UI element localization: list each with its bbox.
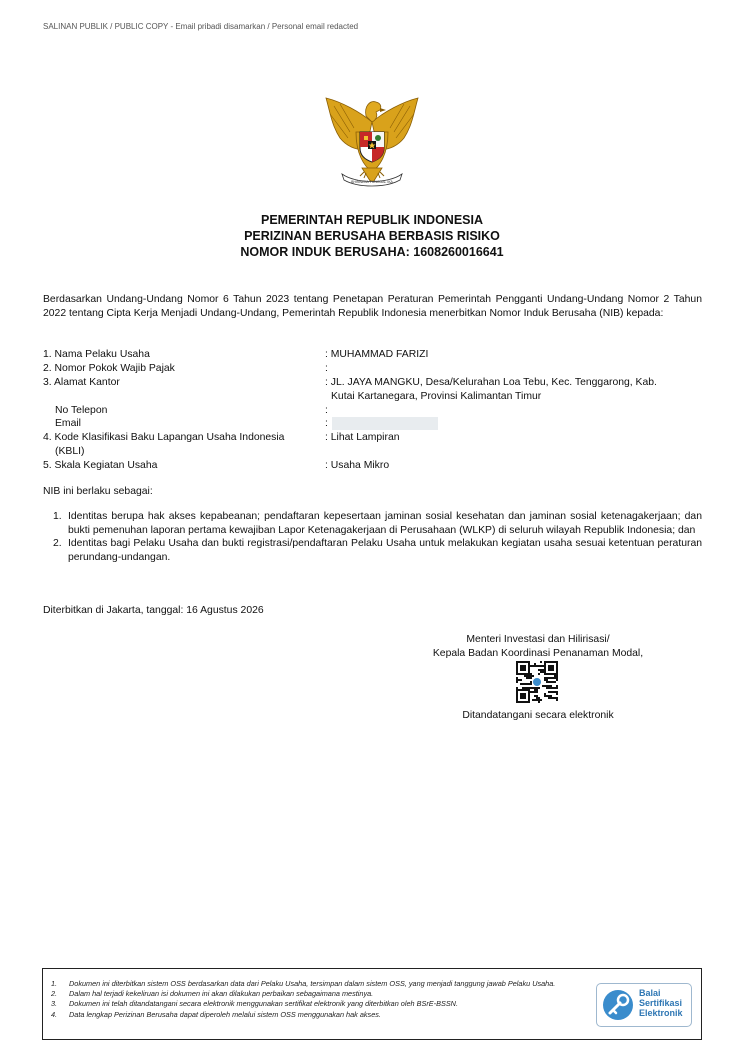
license-title: PERIZINAN BERUSAHA BERBASIS RISIKO — [244, 229, 500, 243]
note-number: 3. — [51, 999, 58, 1009]
note-text: Dalam hal terjadi kekeliruan isi dokumen ini akan dilakukan perbaikan sebagaimana mestinya. — [69, 989, 374, 999]
list-item-text: Identitas bagi Pelaku Usaha dan bukti registrasi/pendaftaran Pelaku Usaha untuk melakukan kegiatan usaha sesuai ketentuan peraturan perundang-undangan. — [68, 538, 702, 563]
bsre-logo-icon — [602, 989, 634, 1021]
list-item — [51, 999, 591, 1009]
list-item — [43, 537, 702, 564]
kbli-value: : Lihat Lampiran — [325, 432, 400, 443]
nama-value: : MUHAMMAD FARIZI — [325, 349, 429, 360]
telepon-label: No Telepon — [55, 405, 108, 416]
bsre-logo — [596, 983, 692, 1027]
signatory-title-line2: Kepala Badan Koordinasi Penanaman Modal, — [432, 648, 644, 659]
note-number: 1. — [51, 979, 58, 988]
list-item-number: 2. — [53, 538, 62, 549]
bsre-line3: Elektronik — [639, 1008, 683, 1018]
emblem-ribbon-text: BHINNEKA TUNGGAL IKA — [351, 180, 393, 184]
list-item — [51, 989, 591, 999]
note-text: Dokumen ini diterbitkan sistem OSS berdasarkan data dari Pelaku Usaha, tersimpan dalam sistem OSS, yang menjadi tanggung jawab Pelaku Usaha. — [69, 979, 556, 988]
issued-date: Diterbitkan di Jakarta, tanggal: 16 Agustus 2026 — [43, 605, 264, 616]
nib-number-title: NOMOR INDUK BERUSAHA: 1608260016641 — [240, 245, 504, 259]
email-value: : — [325, 418, 328, 429]
document-title-block — [0, 212, 744, 260]
bsre-line1: Balai — [639, 988, 661, 998]
alamat-value-line1: : JL. JAYA MANGKU, Desa/Kelurahan Loa Tebu, Kec. Tenggarong, Kab. — [325, 377, 657, 388]
bsre-logo-text — [639, 988, 683, 1018]
intro-paragraph: Berdasarkan Undang-Undang Nomor 6 Tahun 2023 tentang Penetapan Peraturan Pemerintah Pengganti Undang-Undang Nomor 2 Tahun 2022 tentang Cipta Kerja Menjadi Undang-Undang, Pemerintah Republik Indonesia menerbitkan Nomor Induk Berusaha (NIB) kepada: — [43, 294, 702, 319]
note-text: Dokumen ini telah ditandatangani secara elektronik menggunakan sertifikat elektronik yang diterbitkan oleh BSrE-BSSN. — [69, 999, 458, 1009]
npwp-value: : — [325, 363, 328, 374]
alamat-label: 3. Alamat Kantor — [43, 377, 120, 388]
list-item-text: Identitas berupa hak akses kepabeanan; pendaftaran kepesertaan jaminan sosial kesehatan dan jaminan sosial ketenagakerjaan; dan bukti pemenuhan laporan pertama kewajiban Lapor Ketenagakerjaan di Perusahaan (WLKP) di seluruh wilayah Republik Indonesia; dan — [68, 511, 702, 536]
footer-notes-box — [42, 968, 702, 1040]
email-label: Email — [55, 418, 81, 429]
bsre-line2: Sertifikasi — [639, 998, 683, 1008]
public-copy-banner: SALINAN PUBLIK / PUBLIC COPY - Email pribadi disamarkan / Personal email redacted — [43, 22, 359, 31]
email-redaction-bar — [332, 417, 438, 430]
nama-label: 1. Nama Pelaku Usaha — [43, 349, 150, 360]
skala-value: : Usaha Mikro — [325, 460, 390, 471]
signature-qr-code — [516, 661, 558, 703]
note-text: Data lengkap Perizinan Berusaha dapat diperoleh melalui sistem OSS menggunakan hak akses. — [69, 1009, 381, 1019]
kbli-label-line2: (KBLI) — [55, 446, 85, 457]
signatory-title-line1: Menteri Investasi dan Hilirisasi/ — [466, 634, 610, 645]
list-item-number: 1. — [53, 511, 62, 522]
list-item — [51, 1010, 591, 1020]
skala-label: 5. Skala Kegiatan Usaha — [43, 460, 158, 471]
government-title: PEMERINTAH REPUBLIK INDONESIA — [260, 213, 483, 227]
nib-validity-list — [43, 510, 702, 564]
garuda-pancasila-emblem-icon — [320, 92, 424, 192]
list-item — [51, 979, 591, 989]
npwp-label: 2. Nomor Pokok Wajib Pajak — [43, 363, 175, 374]
kbli-label-line1: 4. Kode Klasifikasi Baku Lapangan Usaha Indonesia — [43, 432, 285, 443]
note-number: 2. — [51, 989, 58, 999]
electronic-signature-note: Ditandatangani secara elektronik — [462, 710, 614, 721]
note-number: 4. — [51, 1009, 58, 1019]
alamat-value-line2: Kutai Kartanegara, Provinsi Kalimantan Timur — [331, 391, 542, 402]
nib-validity-heading: NIB ini berlaku sebagai: — [43, 486, 153, 497]
list-item — [43, 510, 702, 537]
telepon-value: : — [325, 405, 328, 416]
footer-notes-list — [51, 979, 591, 1020]
